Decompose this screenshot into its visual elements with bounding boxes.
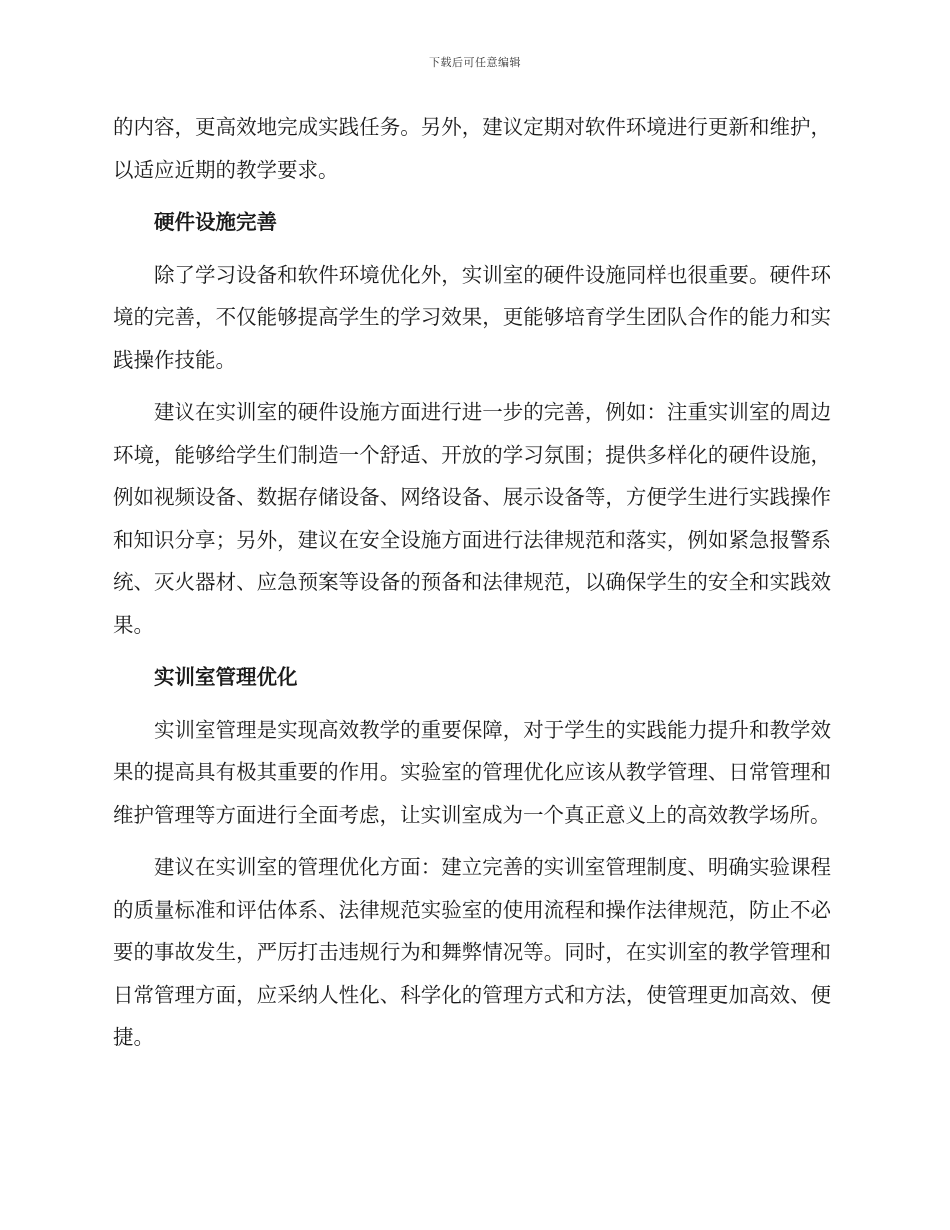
document-body [113, 106, 831, 1069]
management-paragraph-2: 建议在实训室的管理优化方面：建立完善的实训室管理制度、明确实验课程的质量标准和评估体系、法律规范实验室的使用流程和操作法律规范，防止不必要的事故发生，严厉打击违规行为和舞弊情况等。同时，在实训室的教学管理和日常管理方面，应采纳人性化、科学化的管理方式和方法，使管理更加高效、便捷。 [113, 855, 831, 1049]
hardware-paragraph-2: 建议在实训室的硬件设施方面进行进一步的完善，例如：注重实训室的周边环境，能够给学生们制造一个舒适、开放的学习氛围；提供多样化的硬件设施，例如视频设备、数据存储设备、网络设备、展示设备等，方便学生进行实践操作和知识分享；另外，建议在安全设施方面进行法律规范和落实，例如紧急报警系统、灭火器材、应急预案等设备的预备和法律规范，以确保学生的安全和实践效果。 [113, 400, 831, 637]
intro-paragraph: 的内容，更高效地完成实践任务。另外，建议定期对软件环境进行更新和维护，以适应近期的教学要求。 [113, 115, 831, 182]
heading-hardware: 硬件设施完善 [154, 210, 277, 234]
header-note: 下载后可任意编辑 [429, 56, 521, 69]
hardware-paragraph-1: 除了学习设备和软件环境优化外，实训室的硬件设施同样也很重要。硬件环境的完善，不仅能够提高学生的学习效果，更能够培育学生团队合作的能力和实践操作技能。 [113, 262, 831, 372]
management-paragraph-1: 实训室管理是实现高效教学的重要保障，对于学生的实践能力提升和教学效果的提高具有极其重要的作用。实验室的管理优化应该从教学管理、日常管理和维护管理等方面进行全面考虑，让实训室成为一个真正意义上的高效教学场所。 [113, 717, 831, 827]
heading-management: 实训室管理优化 [154, 665, 298, 689]
